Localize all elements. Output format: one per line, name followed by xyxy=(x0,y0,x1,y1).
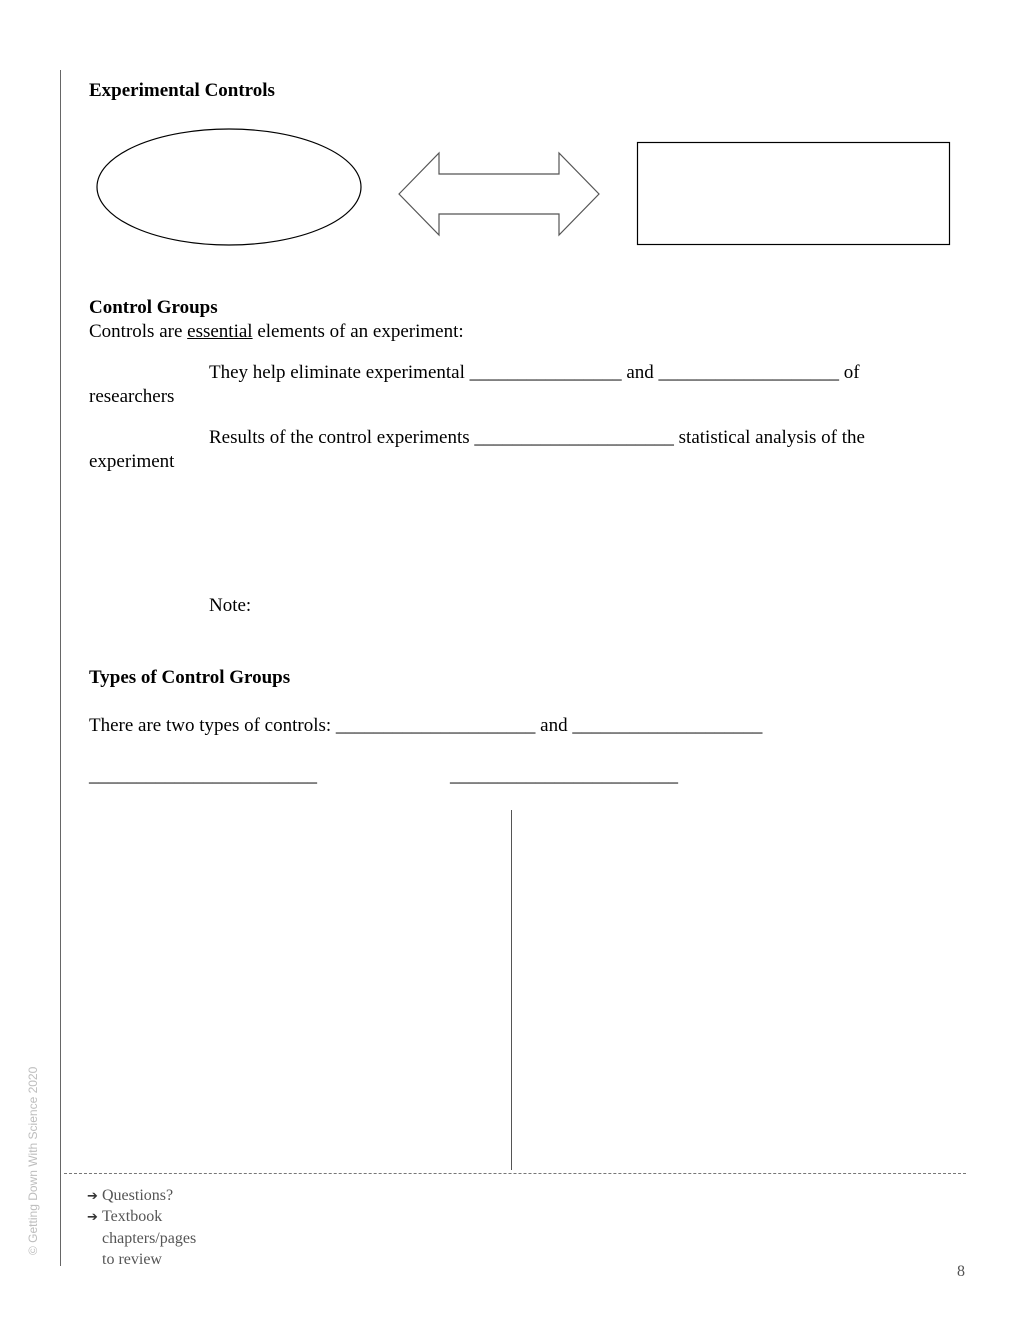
heading-control-groups: Control Groups xyxy=(89,297,218,318)
control-point-1-line-2: researchers xyxy=(89,386,175,407)
intro-text-pre: Controls are xyxy=(89,321,188,342)
arrow-right-icon: ➔ xyxy=(87,1189,98,1204)
intro-text-post: elements of an experiment: xyxy=(252,321,464,342)
footer-item-label: Textbook xyxy=(102,1208,163,1225)
diagram-box xyxy=(638,143,950,245)
footer-item-label: chapters/pages xyxy=(102,1230,197,1247)
footer-item-label: to review xyxy=(102,1251,162,1268)
footer-item-questions xyxy=(87,1185,173,1207)
footer-item-textbook xyxy=(87,1206,196,1270)
experimental-controls-diagram xyxy=(0,0,1024,260)
types-sentence: There are two types of controls: _____________________ and ____________________ xyxy=(89,715,763,736)
heading-experimental-controls: Experimental Controls xyxy=(89,80,275,101)
column-divider xyxy=(511,810,512,1170)
control-groups-intro xyxy=(89,320,464,344)
type-blank-left: ________________________ xyxy=(89,765,317,786)
control-point-1-line-1: They help eliminate experimental ________________ and ___________________ of xyxy=(209,362,860,383)
footer-item-label: Questions? xyxy=(102,1187,174,1204)
cut-line xyxy=(64,1173,966,1174)
diagram-ellipse xyxy=(97,129,361,245)
note-label: Note: xyxy=(209,595,252,616)
page-number: 8 xyxy=(957,1263,965,1280)
control-point-2-line-1: Results of the control experiments _____________________ statistical analysis of the xyxy=(209,427,865,448)
copyright-text: © Getting Down With Science 2020 xyxy=(26,1066,40,1255)
control-point-2-line-2: experiment xyxy=(89,451,175,472)
intro-text-underlined: essential xyxy=(187,321,253,342)
type-blank-right: ________________________ xyxy=(450,765,678,786)
heading-types-of-control-groups: Types of Control Groups xyxy=(89,667,291,688)
arrow-right-icon: ➔ xyxy=(87,1210,98,1225)
double-arrow-icon xyxy=(399,153,599,235)
